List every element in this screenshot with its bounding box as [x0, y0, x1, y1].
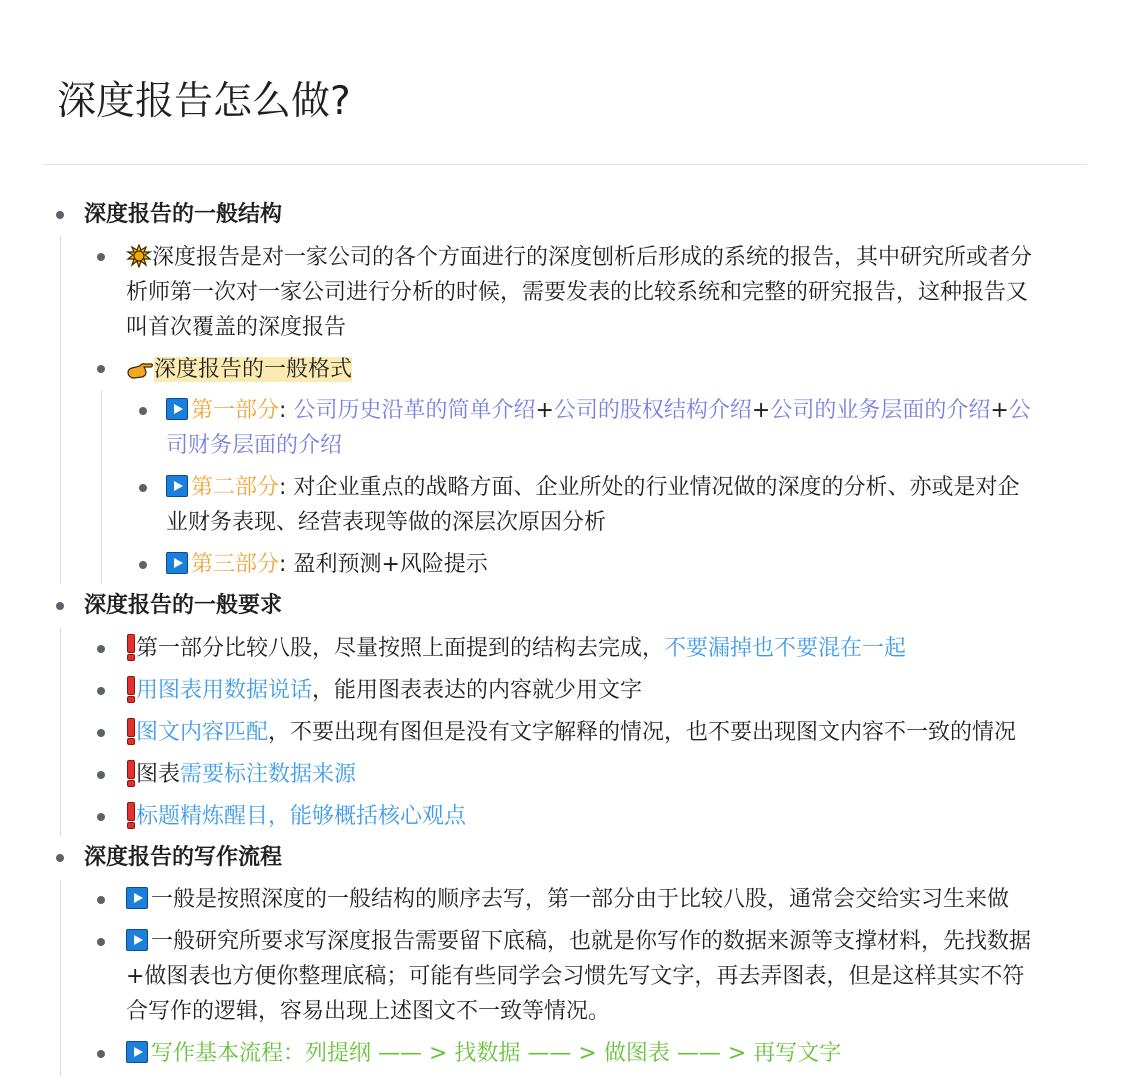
- list-bullet: [139, 484, 147, 492]
- list-bullet: [139, 561, 147, 569]
- workflow-3-text: 写作基本流程：列提纲 —— > 找数据 —— > 做图表 —— > 再写文字: [151, 1041, 842, 1066]
- play-button-icon: [166, 475, 188, 497]
- section-bullet: [56, 602, 64, 610]
- format-highlight-text: 深度报告的一般格式: [154, 357, 353, 382]
- section-heading-requirements: 深度报告的一般要求: [84, 593, 283, 618]
- list-item-part-two: [166, 470, 1019, 505]
- workflow-item-2: [126, 924, 1031, 959]
- workflow-2-line-3: 合写作的逻辑，容易出现上述图文不一致等情况。: [126, 999, 611, 1024]
- requirement-item-1: [126, 631, 906, 666]
- section-heading-structure: 深度报告的一般结构: [84, 202, 283, 227]
- workflow-item-3: [126, 1036, 841, 1071]
- list-bullet: [97, 253, 105, 261]
- workflow-2-line-1: 一般研究所要求写深度报告需要留下底稿，也就是你写作的数据来源等支撑材料，先找数据: [151, 929, 1032, 954]
- list-bullet: [97, 938, 105, 946]
- exclamation-icon: [126, 718, 135, 744]
- list-bullet: [97, 1050, 105, 1058]
- section-heading-workflow: 深度报告的写作流程: [84, 845, 283, 870]
- part-two-colon: :: [279, 475, 287, 500]
- title-divider: [44, 164, 1087, 165]
- list-bullet: [97, 687, 105, 695]
- requirement-item-4: [126, 757, 356, 792]
- list-item-part-three: [166, 547, 488, 582]
- sun-icon: [126, 244, 152, 268]
- requirement-2-text: ，能用图表表达的内容就少用文字: [312, 678, 643, 703]
- part-one-business: 公司的业务层面的介绍: [770, 398, 991, 423]
- workflow-2-line-2: +做图表也方便你整理底稿；可能有些同学会习惯先写文字，再去弄图表，但是这样其实不符: [126, 964, 1025, 989]
- plus-sign: +: [751, 398, 771, 423]
- part-one-equity: 公司的股权结构介绍: [553, 398, 752, 423]
- list-bullet: [97, 896, 105, 904]
- list-bullet: [139, 407, 147, 415]
- outline-guide-line: [60, 236, 61, 584]
- plus-sign: +: [535, 398, 554, 423]
- part-two-label: 第二部分: [191, 475, 280, 500]
- play-button-icon: [166, 552, 188, 574]
- definition-text-line-1: 深度报告是对一家公司的各个方面进行的深度刨析后形成的系统的报告，其中研究所或者分: [152, 245, 1033, 270]
- part-two-line-1: 对企业重点的战略方面、企业所处的行业情况做的深度的分析、亦或是对企: [293, 475, 1020, 500]
- requirement-item-5: [126, 799, 466, 834]
- list-bullet: [97, 729, 105, 737]
- requirement-4-emphasis: 需要标注数据来源: [180, 762, 357, 787]
- play-button-icon: [126, 929, 148, 951]
- requirement-item-3: [126, 715, 1016, 750]
- part-one-finance-start: 公: [1008, 398, 1031, 423]
- list-bullet: [97, 365, 105, 373]
- plus-sign: +: [990, 398, 1009, 423]
- part-three-colon: :: [279, 552, 287, 577]
- requirement-item-2: [126, 673, 642, 708]
- requirement-1-emphasis: 不要漏掉也不要混在一起: [664, 636, 907, 661]
- part-three-text: 盈利预测+风险提示: [293, 552, 488, 577]
- list-bullet: [97, 813, 105, 821]
- definition-text-line-2: 析师第一次对一家公司进行分析的时候，需要发表的比较系统和完整的研究报告，这种报告又: [126, 280, 1029, 305]
- requirement-2-emphasis: 用图表用数据说话: [136, 678, 313, 703]
- section-bullet: [56, 211, 64, 219]
- requirement-5-emphasis: 标题精炼醒目，能够概括核心观点: [136, 804, 467, 829]
- part-one-line-2: 司财务层面的介绍: [166, 433, 343, 458]
- play-button-icon: [126, 1041, 148, 1063]
- play-button-icon: [126, 887, 148, 909]
- exclamation-icon: [126, 634, 135, 660]
- page-title: 深度报告怎么做?: [57, 79, 351, 124]
- part-one-history: 公司历史沿革的简单介绍: [293, 398, 536, 423]
- outline-guide-line: [60, 880, 61, 1076]
- pointing-hand-icon: [126, 359, 154, 381]
- part-three-label: 第三部分: [191, 552, 280, 577]
- list-item-part-one: [166, 393, 1031, 428]
- requirement-1-text: 第一部分比较八股，尽量按照上面提到的结构去完成，: [136, 636, 665, 661]
- exclamation-icon: [126, 676, 135, 702]
- part-one-label: 第一部分: [191, 398, 280, 423]
- workflow-item-1: [126, 882, 1009, 917]
- requirement-3-emphasis: 图文内容匹配: [136, 720, 269, 745]
- exclamation-icon: [126, 760, 135, 786]
- part-two-line-2: 业财务表现、经营表现等做的深层次原因分析: [166, 510, 607, 535]
- requirement-3-text: ，不要出现有图但是没有文字解释的情况，也不要出现图文内容不一致的情况: [268, 720, 1017, 745]
- list-bullet: [97, 771, 105, 779]
- part-one-colon: :: [279, 398, 287, 423]
- section-bullet: [56, 854, 64, 862]
- workflow-1-text: 一般是按照深度的一般结构的顺序去写，第一部分由于比较八股，通常会交给实习生来做: [151, 887, 1010, 912]
- definition-text-line-3: 叫首次覆盖的深度报告: [126, 315, 347, 340]
- outline-guide-line: [60, 628, 61, 836]
- play-button-icon: [166, 398, 188, 420]
- outline-guide-line: [101, 390, 102, 584]
- requirement-4-text: 图表: [136, 762, 181, 787]
- exclamation-icon: [126, 802, 135, 828]
- list-item-format: [126, 352, 352, 387]
- list-item-definition-line-1: [126, 240, 1032, 275]
- list-bullet: [97, 645, 105, 653]
